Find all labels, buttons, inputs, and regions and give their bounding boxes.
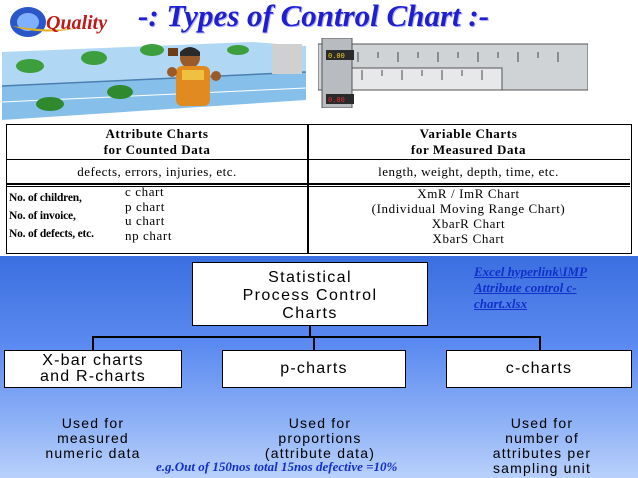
sample-item: No. of children, — [9, 192, 82, 204]
attribute-chart-list — [125, 185, 172, 243]
connector — [539, 336, 541, 350]
vernier-caliper-illustration — [318, 38, 588, 108]
quality-logo — [6, 4, 154, 40]
connector — [309, 326, 311, 336]
chart-item: p chart — [125, 198, 165, 214]
sample-item: No. of defects, etc. — [9, 228, 94, 240]
attribute-sample-items — [9, 189, 94, 243]
chart-item: XmR / ImR Chart — [417, 186, 520, 201]
example-note: e.g.Out of 150nos total 15nos defective =10% — [156, 459, 398, 474]
conveyor-inspection-illustration — [2, 42, 306, 120]
variable-charts-header: Variable Charts for Measured Data — [410, 126, 527, 157]
sample-item: No. of invoice, — [9, 210, 76, 222]
page-title: -: Types of Control Chart :- — [138, 0, 490, 33]
excel-hyperlink[interactable]: Excel hyperlink\IMP Attribute control c- chart.xlsx — [474, 264, 588, 311]
connector — [92, 336, 540, 338]
attribute-examples: defects, errors, injuries, etc. — [7, 159, 307, 183]
chart-item: XbarS Chart — [432, 231, 505, 246]
xbar-r-charts-box: X-bar charts and R-charts — [4, 350, 182, 388]
logo-text: Quality — [46, 12, 108, 34]
c-charts-box: c-charts — [446, 350, 632, 388]
banner — [0, 0, 638, 124]
p-charts-box: p-charts — [222, 350, 406, 388]
c-charts-description: Used for number of attributes per sampling unit — [492, 415, 592, 476]
divider — [7, 183, 630, 185]
svg-text:0.00: 0.00 — [328, 52, 345, 60]
attribute-charts-header: Attribute Charts for Counted Data — [103, 126, 211, 157]
variable-chart-list — [307, 186, 630, 246]
xbar-r-description: Used for measured numeric data — [45, 415, 141, 461]
chart-item: (Individual Moving Range Chart) — [371, 201, 566, 216]
variable-examples: length, weight, depth, time, etc. — [307, 159, 630, 183]
chart-item: c chart — [125, 184, 165, 199]
chart-type-table — [6, 124, 632, 254]
chart-item: u chart — [125, 213, 165, 228]
connector — [313, 336, 315, 350]
p-charts-description: Used for proportions (attribute data) — [264, 415, 376, 461]
chart-item: np chart — [125, 227, 173, 243]
svg-text:0.00: 0.00 — [328, 96, 345, 104]
spc-root-box: Statistical Process Control Charts — [192, 262, 428, 326]
connector — [92, 336, 94, 350]
spc-chart-hierarchy — [0, 256, 638, 478]
chart-item: XbarR Chart — [431, 216, 506, 231]
